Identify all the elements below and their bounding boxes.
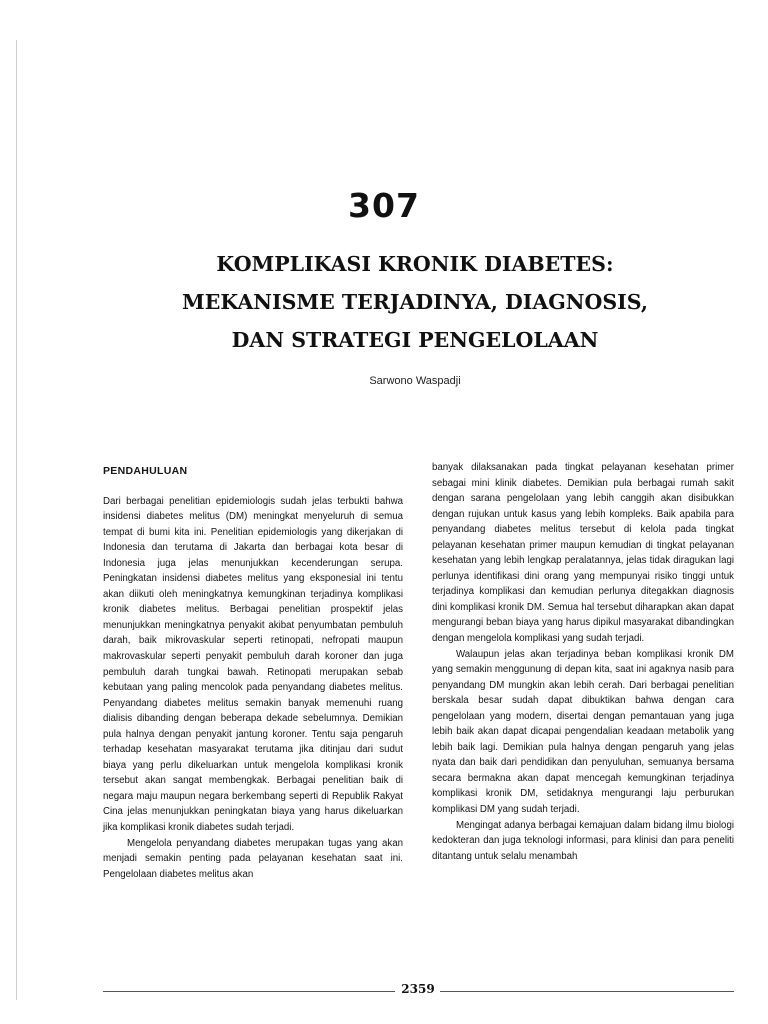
chapter-title [80, 245, 750, 359]
body-paragraph: banyak dilaksanakan pada tingkat pelayanan kesehatan primer sebagai mini klinik diabetes. Demikian pula berbagai rumah sakit dengan sarana pengelolaan yang lebih canggih akan disibukkan dengan rujukan untuk kasus yang lebih kompleks. Baik apabila para penyandang diabetes melitus tersebut di kelola pada tingkat pelayanan kesehatan primer maupun kemudian di tingkat pelayanan kesehatan yang lebih lengkap peralatannya, jelas tidak diragukan lagi perlunya identifikasi dini orang yang mempunyai risiko tinggi untuk terjadinya komplikasi dan kemudian perlunya ditegakkan diagnosis dini komplikasi kronik DM. Semua hal tersebut diharapkan akan dapat mengurangi beban biaya yang harus dipikul masyarakat dibandingkan dengan mengelola komplikasi yang sudah terjadi. [432, 462, 734, 645]
body-paragraph: Mengelola penyandang diabetes merupakan tugas yang akan menjadi semakin penting pada pelayanan kesehatan saat ini. Pengelolaan diabetes melitus akan [103, 837, 403, 880]
footer-rule-right [440, 991, 734, 992]
body-paragraph: Walaupun jelas akan terjadinya beban komplikasi kronik DM yang semakin menggunung di depan kita, saat ini agaknya nasib para penyandang DM mungkin akan lebih cerah. Dari berbagai penelitian berskala besar sudah dapat dibuktikan bahwa dengan cara pengelolaan yang modern, disertai dengan pemantauan yang juga lebih baik akan dapat dicapai pengendalian keadaan metabolik yang lebih baik lagi. Demikian pula halnya dengan pengaruh yang jelas nyata dan baik dari pendidikan dan penyuluhan, semuanya bersama secara bermakna akan dapat mencegah kemungkinan terjadinya komplikasi kronik DM, setidaknya mengurangi laju perburukan komplikasi DM yang sudah terjadi. [432, 648, 734, 816]
right-column [432, 460, 734, 864]
chapter-number: 307 [348, 186, 420, 225]
footer-rule-left [103, 991, 395, 992]
body-paragraph: Mengingat adanya berbagai kemajuan dalam bidang ilmu biologi kedokteran dan juga teknologi informasi, para klinisi dan para peneliti ditantang untuk selalu menambah [432, 819, 734, 862]
page-margin-line [16, 40, 17, 1000]
body-paragraph: Dari berbagai penelitian epidemiologis sudah jelas terbukti bahwa insidensi diabetes melitus (DM) meningkat menyeluruh di semua tempat di bumi kita ini. Penelitian epidemiologis yang dikerjakan di Indonesia dan terutama di Jakarta dan berbagai kota besar di Indonesia juga jelas menunjukkan kecenderungan serupa. Peningkatan insidensi diabetes melitus yang eksponesial ini tentu akan diikuti oleh meningkatnya kemungkinan terjadinya komplikasi kronik diabetes melitus. Berbagai penelitian prospektif jelas menunjukkan meningkatnya penyakit akibat penyumbatan pembuluh darah, baik mikrovaskular seperti retinopati, nefropati maupun makrovaskular seperti penyakit pembuluh darah koroner dan juga pembuluh darah tungkai bawah. Retinopati merupakan sebab kebutaan yang paling mencolok pada penyandang diabetes melitus. Penyandang diabetes melitus semakin banyak memenuhi ruang dialisis dibanding dengan beberapa dekade sebelumnya. Demikian pula halnya dengan penyakit jantung koroner. Tentu saja pengaruh terhadap kesehatan masyarakat terutama jika ditinjau dari sudut biaya yang perlu dikeluarkan untuk mengelola komplikasi kronik tersebut akan sangat membengkak. Berbagai penelitian baik di negara maju maupun negara berkembang seperti di Republik Rakyat Cina jelas menunjukkan peningkatan biaya yang harus dikeluarkan jika komplikasi kronik diabetes sudah terjadi. [103, 495, 403, 834]
chapter-title-line-2: MEKANISME TERJADINYA, DIAGNOSIS, [182, 290, 648, 314]
left-column [103, 460, 403, 882]
chapter-title-line-1: KOMPLIKASI KRONIK DIABETES: [216, 252, 614, 276]
page-number: 2359 [401, 982, 435, 996]
chapter-title-line-3: DAN STRATEGI PENGELOLAAN [231, 328, 599, 352]
author-name: Sarwono Waspadji [369, 375, 461, 387]
section-heading: PENDAHULUAN [103, 465, 188, 477]
